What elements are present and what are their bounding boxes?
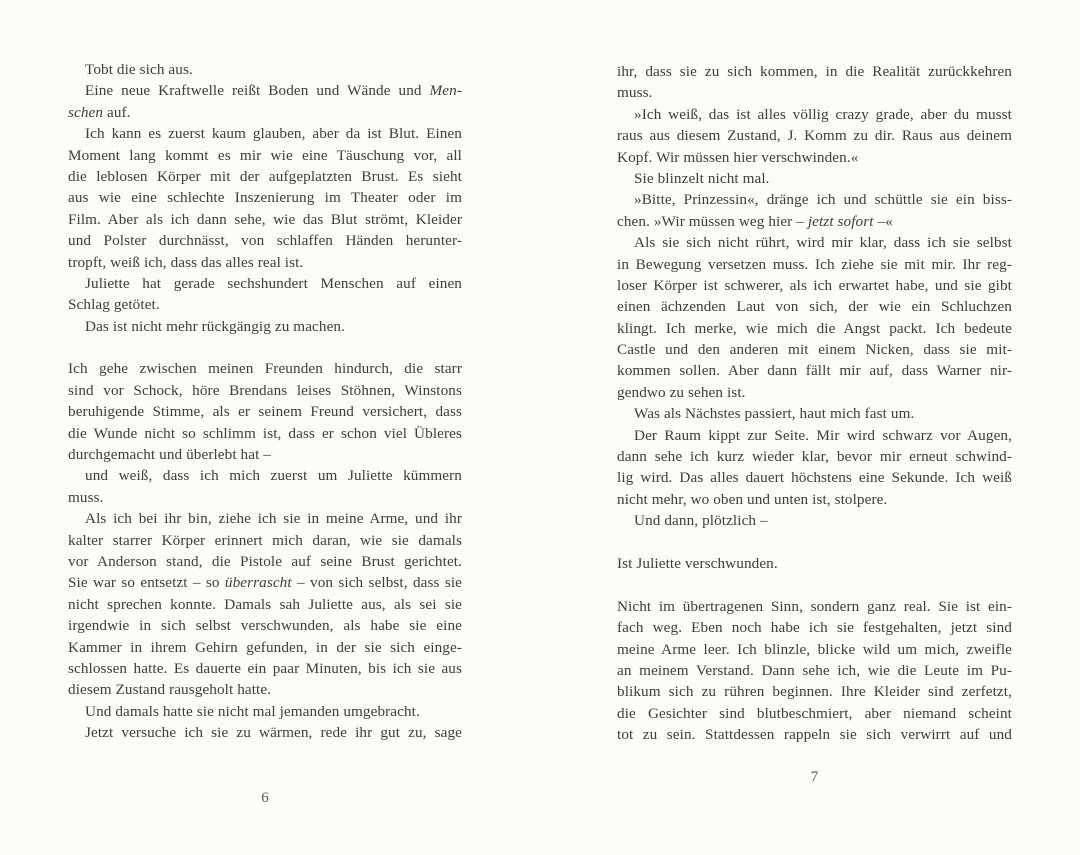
text-segment: die Gesichter sind blutbeschmiert, aber niemand scheint bbox=[617, 704, 1012, 722]
page-left-text bbox=[68, 59, 462, 744]
italic-text-segment: Men- bbox=[429, 82, 462, 100]
text-line bbox=[617, 425, 1012, 446]
text-segment: durchgemacht und überlebt hat – bbox=[68, 446, 271, 464]
text-segment: in Bewegung versetzen muss. Ich ziehe sie mit mir. Ihr reg- bbox=[617, 255, 1012, 273]
text-line bbox=[617, 596, 1012, 617]
text-segment: ihr, dass sie zu sich kommen, in die Realität zurückkehren bbox=[617, 63, 1012, 80]
text-segment: Jetzt versuche ich sie zu wärmen, rede ihr gut zu, sage bbox=[85, 724, 462, 742]
text-line bbox=[68, 316, 462, 337]
text-line bbox=[617, 254, 1012, 275]
text-segment: tropft, weiß ich, dass das alles real ist. bbox=[68, 253, 304, 271]
text-line bbox=[68, 80, 462, 101]
text-segment: Und damals hatte sie nicht mal jemanden umgebracht. bbox=[85, 702, 420, 720]
text-line bbox=[68, 102, 462, 123]
text-line bbox=[617, 147, 1012, 168]
text-line bbox=[68, 230, 462, 251]
text-line bbox=[617, 403, 1012, 424]
text-segment: Sie blinzelt nicht mal. bbox=[634, 169, 770, 187]
text-segment: muss. bbox=[68, 488, 104, 506]
text-segment: Als ich bei ihr bin, ziehe ich sie in meine Arme, und ihr bbox=[85, 510, 462, 528]
text-line bbox=[68, 679, 462, 700]
text-segment: Tobt die sich aus. bbox=[85, 61, 193, 78]
text-segment: kalter starrer Körper erinnert mich daran, wie sie damals bbox=[68, 531, 462, 549]
text-segment: Als sie sich nicht rührt, wird mir klar, dass ich sie selbst bbox=[634, 234, 1012, 252]
text-line bbox=[68, 401, 462, 422]
text-line bbox=[68, 551, 462, 572]
text-line bbox=[617, 232, 1012, 253]
text-segment: meine Arme leer. Ich blinzle, blicke wild um mich, zweifle bbox=[617, 640, 1012, 658]
text-segment: Moment lang kommt es mir wie eine Täuschung vor, all bbox=[68, 146, 462, 164]
text-line bbox=[68, 594, 462, 615]
text-line bbox=[617, 617, 1012, 638]
text-segment: fach weg. Eben noch habe ich sie festgehalten, jetzt sind bbox=[617, 619, 1012, 637]
text-segment: klingt. Ich merke, wie mich die Angst packt. Ich bedeute bbox=[617, 319, 1012, 337]
text-segment: Juliette hat gerade sechshundert Menschen auf einen bbox=[85, 274, 462, 292]
page-right-text bbox=[617, 61, 1012, 746]
text-segment: an meinem Verstand. Dann sehe ich, wie die Leute im Pu- bbox=[617, 661, 1012, 679]
text-segment: die Wunde nicht so schlimm ist, dass er schon viel Übleres bbox=[68, 424, 462, 442]
text-line bbox=[617, 82, 1012, 103]
text-line bbox=[68, 252, 462, 273]
text-segment: Der Raum kippt zur Seite. Mir wird schwarz vor Augen, bbox=[634, 426, 1012, 444]
text-segment: und weiß, dass ich mich zuerst um Juliette kümmern bbox=[85, 467, 462, 485]
text-line bbox=[617, 639, 1012, 660]
text-segment: gendwo zu sehen ist. bbox=[617, 383, 746, 401]
text-segment: auf. bbox=[103, 103, 131, 121]
text-line bbox=[617, 211, 1012, 232]
italic-text-segment: jetzt sofort bbox=[807, 212, 874, 230]
text-line bbox=[68, 166, 462, 187]
text-line bbox=[617, 382, 1012, 403]
text-segment: raus aus diesem Zustand, J. Komm zu dir. Raus aus deinem bbox=[617, 127, 1012, 145]
blank-line bbox=[617, 532, 1012, 553]
text-line bbox=[68, 615, 462, 636]
text-line bbox=[68, 123, 462, 144]
text-line bbox=[617, 296, 1012, 317]
text-segment: Das ist nicht mehr rückgängig zu machen. bbox=[85, 317, 345, 335]
italic-text-segment: schen bbox=[68, 103, 104, 121]
text-segment: sind vor Schock, höre Brendans leises Stöhnen, Winstons bbox=[68, 381, 462, 399]
text-line bbox=[68, 572, 462, 593]
text-line bbox=[68, 209, 462, 230]
text-line bbox=[617, 703, 1012, 724]
text-line bbox=[68, 487, 462, 508]
text-segment: Castle und den anderen mit einem Nicken, dass sie mit- bbox=[617, 341, 1012, 359]
text-segment: –« bbox=[873, 212, 893, 230]
text-line bbox=[617, 681, 1012, 702]
text-segment: Eine neue Kraftwelle reißt Boden und Wände und bbox=[85, 82, 430, 100]
text-line bbox=[617, 510, 1012, 531]
text-line bbox=[617, 104, 1012, 125]
text-line bbox=[68, 423, 462, 444]
text-segment: chen. »Wir müssen weg hier – bbox=[617, 212, 808, 230]
text-line bbox=[617, 489, 1012, 510]
text-segment: lig wird. Das alles dauert höchstens eine Sekunde. Ich weiß bbox=[617, 469, 1012, 487]
text-line bbox=[617, 724, 1012, 745]
text-segment: Ich kann es zuerst kaum glauben, aber da ist Blut. Einen bbox=[85, 125, 462, 143]
text-line bbox=[617, 553, 1012, 574]
text-segment: loser Körper ist schwerer, als ich erwartet habe, und sie gibt bbox=[617, 276, 1012, 294]
text-segment: Ich gehe zwischen meinen Freunden hindurch, die starr bbox=[68, 360, 462, 378]
text-line bbox=[617, 275, 1012, 296]
text-line bbox=[68, 145, 462, 166]
text-segment: schlossen hatte. Es dauerte ein paar Minuten, bis ich sie aus bbox=[68, 659, 462, 677]
text-segment: Sie war so entsetzt – so bbox=[68, 574, 225, 592]
text-line bbox=[617, 61, 1012, 82]
text-segment: einen ächzenden Laut von sich, der wie ein Schluchzen bbox=[617, 298, 1012, 316]
text-segment: Kammer in ihrem Gehirn gefunden, in der sie sich einge- bbox=[68, 638, 462, 656]
text-line bbox=[617, 446, 1012, 467]
text-segment: tot zu sein. Stattdessen rappeln sie sich verwirrt auf und bbox=[617, 726, 1012, 744]
text-segment: Nicht im übertragenen Sinn, sondern ganz real. Sie ist ein- bbox=[617, 597, 1012, 615]
text-segment: diesem Zustand rausgeholt hatte. bbox=[68, 681, 272, 699]
page-left-number: 6 bbox=[261, 790, 269, 806]
text-line bbox=[68, 358, 462, 379]
text-segment: Ist Juliette verschwunden. bbox=[617, 554, 778, 572]
text-segment: irgendwie in sich selbst verschwunden, als habe sie eine bbox=[68, 617, 462, 635]
text-line bbox=[68, 530, 462, 551]
text-segment: blikum sich zu rühren beginnen. Ihre Kleider sind zerfetzt, bbox=[617, 683, 1012, 701]
text-segment: nicht mehr, wo oben und unten ist, stolpere. bbox=[617, 490, 888, 508]
text-segment: nicht sprechen konnte. Damals sah Juliette aus, als sei sie bbox=[68, 595, 462, 613]
text-line bbox=[68, 637, 462, 658]
blank-line bbox=[68, 337, 462, 358]
text-segment: beruhigende Stimme, als er seinem Freund versichert, dass bbox=[68, 403, 462, 421]
text-line bbox=[617, 125, 1012, 146]
text-segment: vor Anderson stand, die Pistole auf seine Brust gerichtet. bbox=[68, 552, 462, 570]
text-line bbox=[617, 660, 1012, 681]
text-line bbox=[617, 360, 1012, 381]
text-line bbox=[68, 701, 462, 722]
text-segment: Film. Aber als ich dann sehe, wie das Blut strömt, Kleider bbox=[68, 210, 462, 228]
text-segment: »Ich weiß, das ist alles völlig crazy grade, aber du musst bbox=[634, 105, 1012, 123]
text-segment: kommen sollen. Aber dann fällt mir auf, dass Warner nir- bbox=[617, 362, 1012, 380]
italic-text-segment: überrascht bbox=[224, 574, 292, 592]
text-line bbox=[68, 59, 462, 80]
text-line bbox=[68, 444, 462, 465]
text-segment: aus wie eine schlechte Inszenierung im Theater oder im bbox=[68, 189, 462, 207]
text-segment: Was als Nächstes passiert, haut mich fast um. bbox=[634, 405, 915, 423]
text-segment: muss. bbox=[617, 84, 653, 102]
text-segment: Und dann, plötzlich – bbox=[634, 512, 768, 530]
text-line bbox=[68, 187, 462, 208]
text-line bbox=[68, 508, 462, 529]
text-segment: und Polster durchnässt, von schlaffen Händen herunter- bbox=[68, 232, 462, 250]
text-line bbox=[617, 318, 1012, 339]
text-segment: die leblosen Körper mit der aufgeplatzten Brust. Es sieht bbox=[68, 167, 462, 185]
page-right-number: 7 bbox=[810, 769, 819, 785]
text-line bbox=[617, 189, 1012, 210]
text-line bbox=[68, 722, 462, 743]
text-segment: – von sich selbst, dass sie bbox=[291, 574, 462, 592]
text-segment: Schlag getötet. bbox=[68, 296, 160, 314]
text-line bbox=[68, 273, 462, 294]
text-segment: »Bitte, Prinzessin«, dränge ich und schüttle sie ein biss- bbox=[634, 191, 1012, 209]
blank-line bbox=[617, 574, 1012, 595]
text-segment: dann sehe ich kurz wieder klar, bevor mir erneut schwind- bbox=[617, 448, 1012, 466]
text-line bbox=[617, 467, 1012, 488]
text-line bbox=[68, 380, 462, 401]
text-segment: Kopf. Wir müssen hier verschwinden.« bbox=[617, 148, 859, 166]
text-line bbox=[617, 168, 1012, 189]
text-line bbox=[68, 465, 462, 486]
text-line bbox=[68, 658, 462, 679]
text-line bbox=[617, 339, 1012, 360]
text-line bbox=[68, 294, 462, 315]
